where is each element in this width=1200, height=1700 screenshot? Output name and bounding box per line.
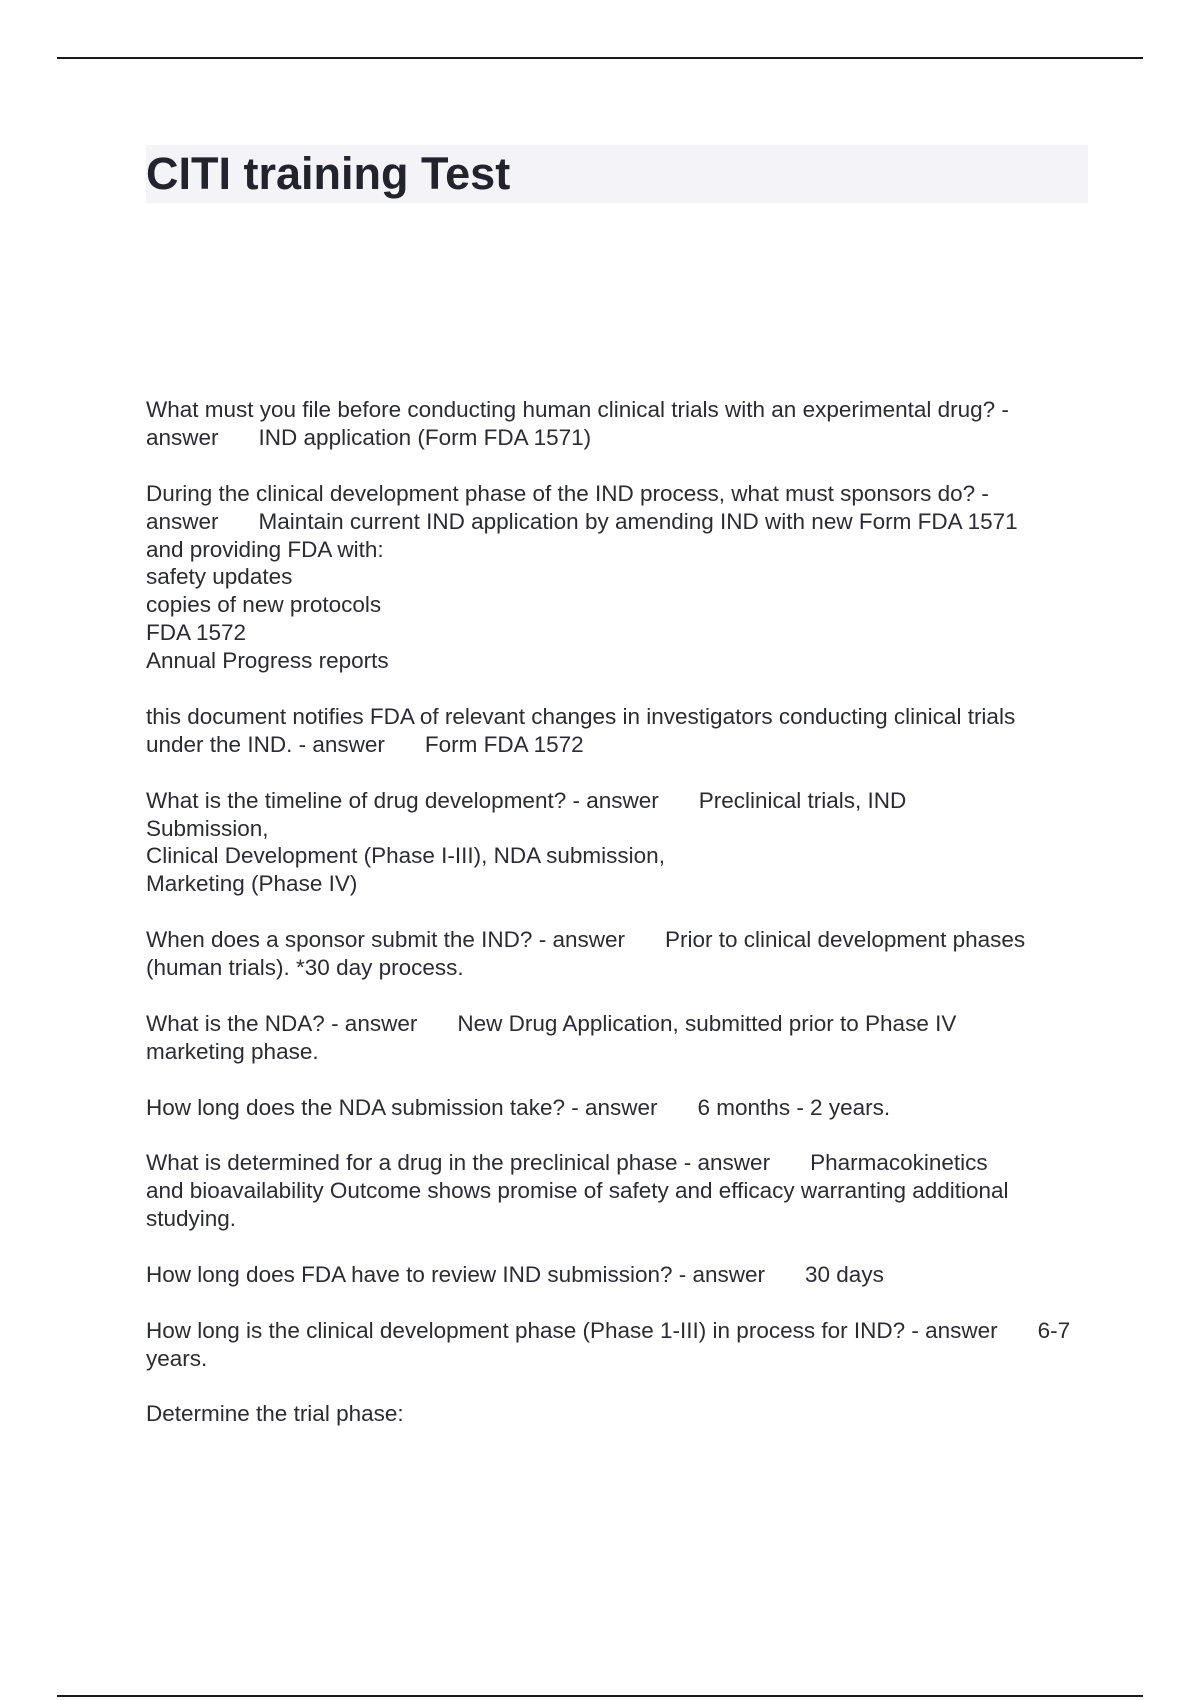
question-text: How long does FDA have to review IND submission? - answer	[146, 1261, 766, 1287]
question-text: Determine the trial phase:	[146, 1401, 404, 1427]
title-highlight	[146, 145, 1088, 203]
qa-item	[146, 480, 1096, 675]
answer-text: Maintain current IND application by amending IND with new Form FDA 1571 and providing FDA with: safety updates copies of new protocols FDA 1572 Annual Progress reports	[146, 508, 1018, 674]
question-text: During the clinical development phase of the IND process, what must sponsors do? - answer	[146, 480, 989, 534]
question-text: What is the NDA? - answer	[146, 1010, 418, 1036]
answer-text: 6-7 years.	[146, 1317, 1071, 1371]
qa-item	[146, 1010, 1096, 1066]
bottom-rule	[57, 1695, 1143, 1697]
answer-text: Prior to clinical development phases (human trials). *30 day process.	[146, 927, 1026, 981]
answer-text: Pharmacokinetics and bioavailability Outcome shows promise of safety and efficacy warranting additional studying.	[146, 1150, 1009, 1232]
answer-text: New Drug Application, submitted prior to Phase IV marketing phase.	[146, 1010, 957, 1064]
question-text: What is the timeline of drug development? - answer	[146, 787, 659, 813]
qa-item	[146, 1317, 1096, 1373]
qa-list	[146, 396, 1096, 1456]
qa-item	[146, 1094, 1096, 1122]
answer-text: Form FDA 1572	[424, 731, 584, 757]
question-text: How long does the NDA submission take? - answer	[146, 1094, 658, 1120]
qa-item	[146, 787, 1096, 899]
answer-text: Preclinical trials, IND Submission, Clinical Development (Phase I-III), NDA submission, Marketing (Phase IV)	[146, 787, 907, 897]
qa-item	[146, 926, 1096, 982]
qa-item	[146, 1261, 1096, 1289]
qa-item	[146, 1149, 1096, 1233]
question-text: What must you file before conducting human clinical trials with an experimental drug? - answer	[146, 397, 1009, 450]
answer-text: IND application (Form FDA 1571)	[258, 424, 592, 450]
answer-text: 30 days	[805, 1261, 884, 1287]
document-title: CITI training Test	[146, 148, 511, 199]
question-text: When does a sponsor submit the IND? - answer	[146, 927, 625, 953]
question-text: How long is the clinical development phase (Phase 1-III) in process for IND? - answer	[146, 1317, 998, 1343]
answer-text: 6 months - 2 years.	[697, 1094, 891, 1120]
qa-item	[146, 703, 1096, 759]
question-text: this document notifies FDA of relevant changes in investigators conducting clinical trials under the IND. - answer	[146, 703, 1016, 757]
top-rule	[57, 57, 1143, 59]
question-text: What is determined for a drug in the preclinical phase - answer	[146, 1150, 771, 1176]
qa-item	[146, 396, 1096, 452]
qa-item	[146, 1400, 1096, 1428]
